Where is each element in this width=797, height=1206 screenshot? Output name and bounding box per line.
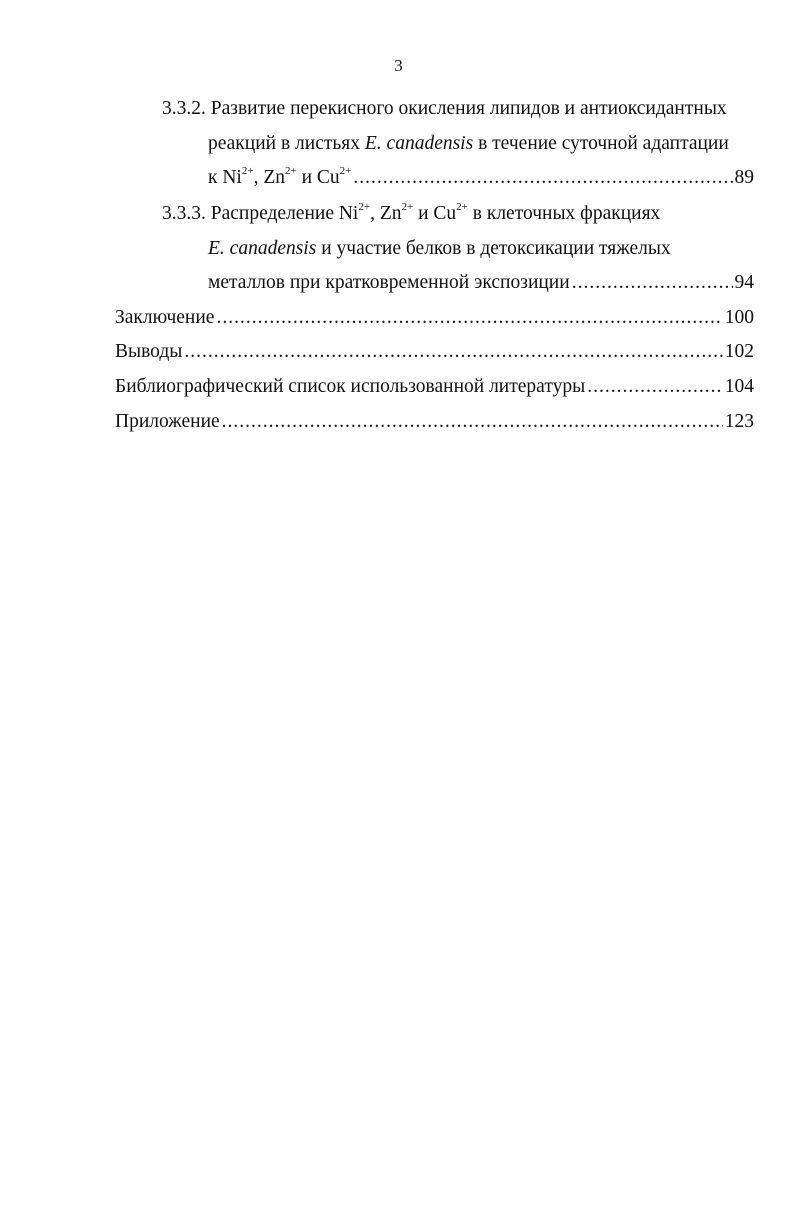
toc-entry-text: Выводы [115, 341, 183, 362]
toc-page-number: 100 [724, 307, 754, 328]
toc-entry-3-3-2-line-2 [208, 132, 729, 156]
toc-entry-text: Библиографический список использованной литературы [115, 376, 586, 397]
toc-entry-text: Приложение [115, 411, 220, 432]
leader-dots [216, 306, 722, 330]
toc-entry-text: в течение суточной адаптации [473, 133, 729, 154]
toc-page-number: 102 [724, 341, 754, 362]
leader-dots [572, 271, 733, 295]
leader-dots [222, 410, 723, 434]
toc-entry-text: Развитие перекисного окисления липидов и антиоксидантных [210, 98, 727, 119]
toc-entry-text: реакций в листьях [208, 133, 365, 154]
toc-entry-bibliography[interactable] [115, 375, 754, 399]
page-number: 3 [394, 56, 403, 75]
toc-entry-text: металлов при кратковременной экспозиции [208, 272, 570, 293]
toc-entry-findings[interactable] [115, 340, 754, 364]
toc-page-number: 104 [724, 376, 754, 397]
toc-entry-conclusion[interactable] [115, 306, 754, 330]
toc-page-number: 94 [734, 272, 754, 293]
toc-entry-text: Заключение [115, 307, 215, 328]
toc-entry-appendix[interactable] [115, 410, 754, 434]
toc-entry-3-3-3-line-2 [208, 237, 671, 261]
leader-dots [184, 340, 722, 364]
toc-entry-text: и участие белков в детоксикации тяжелых [316, 238, 671, 259]
toc-entry-3-3-2-line-3[interactable] [208, 166, 754, 190]
toc-page-number: 89 [734, 167, 754, 188]
toc-entry-3-3-2-line-1 [162, 97, 727, 121]
toc-page-number: 123 [724, 411, 754, 432]
toc-entry-text: к $Ni^{2+}$, $Zn^{2+}$ и $Cu^{2+}$ [208, 165, 352, 188]
leader-dots [587, 375, 723, 399]
species-name: E. canadensis [208, 238, 317, 259]
leader-dots [353, 166, 732, 190]
toc-entry-number: 3.3.3. [162, 203, 206, 224]
toc-entry-3-3-3-line-3[interactable] [208, 271, 754, 295]
toc-entry-number: 3.3.2. [162, 98, 206, 119]
toc-entry-text: Распределение $Ni^{2+}$, $Zn^{2+}$ и $Cu^{2+}$ в клеточных фракциях [210, 201, 661, 224]
toc-entry-3-3-3-line-1 [162, 202, 660, 226]
species-name: E. canadensis [364, 133, 474, 154]
